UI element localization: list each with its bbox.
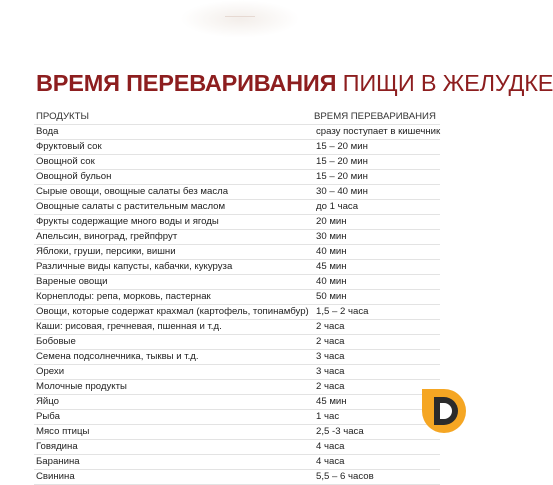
time-cell: 4 часа xyxy=(312,455,440,470)
time-cell: 45 мин xyxy=(312,395,440,410)
time-cell: 40 мин xyxy=(312,245,440,260)
table-row xyxy=(34,455,440,470)
product-cell: Вода xyxy=(34,125,312,140)
product-cell: Семена подсолнечника, тыквы и т.д. xyxy=(34,350,312,365)
product-cell: Вареные овощи xyxy=(34,275,312,290)
page-title xyxy=(36,69,553,97)
product-cell: Овощной сок xyxy=(34,155,312,170)
table-row xyxy=(34,290,440,305)
table-row xyxy=(34,410,440,425)
table-row xyxy=(34,155,440,170)
product-cell: Фруктовый сок xyxy=(34,140,312,155)
product-cell: Овощные салаты с растительным маслом xyxy=(34,200,312,215)
table-row xyxy=(34,440,440,455)
time-cell: 5,5 – 6 часов xyxy=(312,470,440,485)
product-cell: Баранина xyxy=(34,455,312,470)
table-row xyxy=(34,230,440,245)
time-cell: 50 мин xyxy=(312,290,440,305)
table-body xyxy=(34,125,440,485)
time-cell: 1 час xyxy=(312,410,440,425)
time-cell: 2 часа xyxy=(312,335,440,350)
time-cell: 3 часа xyxy=(312,350,440,365)
time-cell: 20 мин xyxy=(312,215,440,230)
table-row xyxy=(34,200,440,215)
time-cell: до 1 часа xyxy=(312,200,440,215)
table-row xyxy=(34,125,440,140)
product-cell: Бобовые xyxy=(34,335,312,350)
digestion-table-container xyxy=(34,110,440,485)
page-title-bold: ВРЕМЯ ПЕРЕВАРИВАНИЯ xyxy=(36,70,337,96)
header-products: ПРОДУКТЫ xyxy=(34,110,312,125)
table-row xyxy=(34,380,440,395)
table-row xyxy=(34,140,440,155)
time-cell: 15 – 20 мин xyxy=(312,155,440,170)
table-row xyxy=(34,245,440,260)
product-cell: Говядина xyxy=(34,440,312,455)
time-cell: 30 мин xyxy=(312,230,440,245)
header-digestion-time: ВРЕМЯ ПЕРЕВАРИВАНИЯ xyxy=(312,110,440,125)
table-row xyxy=(34,395,440,410)
time-cell: 15 – 20 мин xyxy=(312,140,440,155)
product-cell: Фрукты содержащие много воды и ягоды xyxy=(34,215,312,230)
product-cell: Орехи xyxy=(34,365,312,380)
table-row xyxy=(34,320,440,335)
time-cell: 45 мин xyxy=(312,260,440,275)
product-cell: Сырые овощи, овощные салаты без масла xyxy=(34,185,312,200)
time-cell: 40 мин xyxy=(312,275,440,290)
product-cell: Яйцо xyxy=(34,395,312,410)
product-cell: Овощной бульон xyxy=(34,170,312,185)
time-cell: 2,5 -3 часа xyxy=(312,425,440,440)
product-cell: Апельсин, виноград, грейпфрут xyxy=(34,230,312,245)
top-divider xyxy=(225,16,255,17)
table-row xyxy=(34,365,440,380)
table-row xyxy=(34,215,440,230)
product-cell: Рыба xyxy=(34,410,312,425)
top-decoration xyxy=(180,0,300,38)
product-cell: Овощи, которые содержат крахмал (картофель, топинамбур) xyxy=(34,305,312,320)
table-row xyxy=(34,260,440,275)
time-cell: 4 часа xyxy=(312,440,440,455)
time-cell: сразу поступает в кишечник xyxy=(312,125,440,140)
digestion-table xyxy=(34,110,440,485)
table-row xyxy=(34,185,440,200)
table-row xyxy=(34,335,440,350)
product-cell: Яблоки, груши, персики, вишни xyxy=(34,245,312,260)
product-cell: Мясо птицы xyxy=(34,425,312,440)
table-row xyxy=(34,170,440,185)
product-cell: Корнеплоды: репа, морковь, пастернак xyxy=(34,290,312,305)
brand-logo-icon xyxy=(418,385,470,437)
product-cell: Свинина xyxy=(34,470,312,485)
table-row xyxy=(34,350,440,365)
table-row xyxy=(34,275,440,290)
page-title-regular: ПИЩИ В ЖЕЛУДКЕ xyxy=(342,70,553,96)
table-header-row xyxy=(34,110,440,125)
table-row xyxy=(34,470,440,485)
time-cell: 2 часа xyxy=(312,320,440,335)
time-cell: 15 – 20 мин xyxy=(312,170,440,185)
table-row xyxy=(34,425,440,440)
table-row xyxy=(34,305,440,320)
product-cell: Молочные продукты xyxy=(34,380,312,395)
product-cell: Каши: рисовая, гречневая, пшенная и т.д. xyxy=(34,320,312,335)
time-cell: 3 часа xyxy=(312,365,440,380)
time-cell: 1,5 – 2 часа xyxy=(312,305,440,320)
product-cell: Различные виды капусты, кабачки, кукуруза xyxy=(34,260,312,275)
time-cell: 30 – 40 мин xyxy=(312,185,440,200)
time-cell: 2 часа xyxy=(312,380,440,395)
